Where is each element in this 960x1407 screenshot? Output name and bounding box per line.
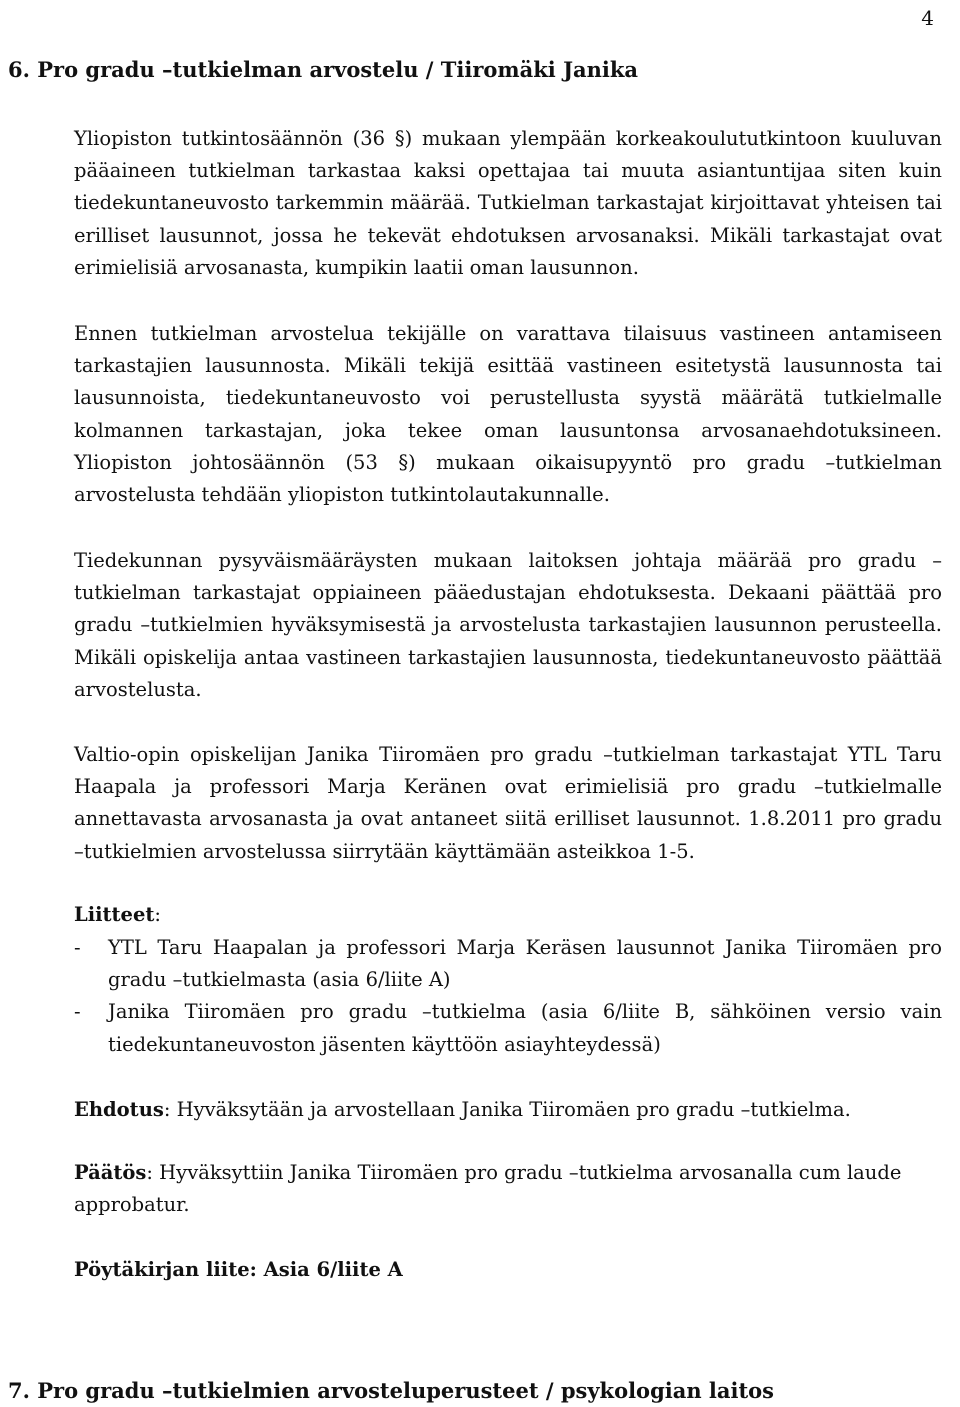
- decision-text: : Hyväksyttiin Janika Tiiromäen pro gradu –tutkielma arvosanalla cum laude approbatur.: [74, 1161, 902, 1217]
- minutes-attachment: Pöytäkirjan liite: Asia 6/liite A: [74, 1258, 403, 1281]
- paragraph-4-container: [74, 739, 942, 868]
- attachment-text: YTL Taru Haapalan ja professori Marja Keräsen lausunnot Janika Tiiromäen pro gradu –tutkielmasta (asia 6/liite A): [108, 936, 942, 992]
- paragraph-faculty-regulations: Tiedekunnan pysyväismääräysten mukaan laitoksen johtaja määrää pro gradu –tutkielman tarkastajat oppiaineen pääedustajan ehdotuksesta. Dekaani päättää pro gradu –tutkielmien hyväksymisestä ja arvostelusta tarkastajien lausunnon perusteella. Mikäli opiskelija antaa vastineen tarkastajien lausunnosta, tiedekuntaneuvosto päättää arvostelusta.: [74, 549, 942, 701]
- section-6-heading: 6. Pro gradu –tutkielman arvostelu / Tiiromäki Janika: [8, 57, 639, 82]
- paragraph-3-container: [74, 545, 942, 706]
- proposal-line: [74, 1094, 942, 1126]
- list-dash: -: [74, 1000, 81, 1024]
- paragraph-case-details: Valtio-opin opiskelijan Janika Tiiromäen pro gradu –tutkielman tarkastajat YTL Taru Haapala ja professori Marja Keränen ovat erimielisiä pro gradu –tutkielmalle annettavasta arvosanasta ja ovat antaneet siitä erilliset lausunnot. 1.8.2011 pro gradu –tutkielmien arvostelussa siirrytään käyttämään asteikkoa 1-5.: [74, 743, 942, 863]
- attachments-colon: :: [154, 903, 161, 926]
- decision-label: Päätös: [74, 1161, 147, 1184]
- attachments-heading: [74, 899, 942, 931]
- attachments-list: [74, 932, 942, 1061]
- paragraph-response-opportunity: Ennen tutkielman arvostelua tekijälle on varattava tilaisuus vastineen antamiseen tarkastajien lausunnosta. Mikäli tekijä esittää vastineen esitetystä lausunnosta tai lausunnoista, tiedekuntaneuvosto voi perustellusta syystä määrätä tutkielmalle kolmannen tarkastajan, joka tekee oman lausuntonsa arvosanaehdotuksineen. Yliopiston johtosäännön (53 §) mukaan oikaisupyyntö pro gradu –tutkielman arvostelusta tehdään yliopiston tutkintolautakunnalle.: [74, 322, 942, 507]
- decision-paragraph: [74, 1157, 942, 1221]
- decision-line: [74, 1157, 942, 1221]
- page-number: 4: [921, 6, 934, 30]
- proposal-label: Ehdotus: [74, 1098, 164, 1121]
- paragraph-1-container: [74, 123, 942, 284]
- section-7-heading: 7. Pro gradu –tutkielmien arvosteluperusteet / psykologian laitos: [8, 1378, 775, 1403]
- attachment-item: [74, 996, 942, 1060]
- proposal-text: : Hyväksytään ja arvostellaan Janika Tiiromäen pro gradu –tutkielma.: [163, 1098, 851, 1121]
- attachment-item: [74, 932, 942, 996]
- attachments-label: Liitteet: [74, 903, 155, 926]
- paragraph-2-container: [74, 318, 942, 511]
- minutes-attachment-line: [74, 1254, 942, 1286]
- attachment-text: Janika Tiiromäen pro gradu –tutkielma (asia 6/liite B, sähköinen versio vain tiedekuntaneuvoston jäsenten käyttöön asiayhteydessä): [108, 1000, 942, 1056]
- list-dash: -: [74, 936, 81, 959]
- paragraph-examination-rules: Yliopiston tutkintosäännön (36 §) mukaan ylempään korkeakoulututkintoon kuuluvan pääaineen tutkielman tarkastaa kaksi opettajaa tai muuta asiantuntijaa siten kuin tiedekuntaneuvosto tarkemmin määrää. Tutkielman tarkastajat kirjoittavat yhteisen tai erilliset lausunnot, jossa he tekevät ehdotuksen arvosanaksi. Mikäli tarkastajat ovat erimielisiä arvosanasta, kumpikin laatii oman lausunnon.: [74, 127, 942, 279]
